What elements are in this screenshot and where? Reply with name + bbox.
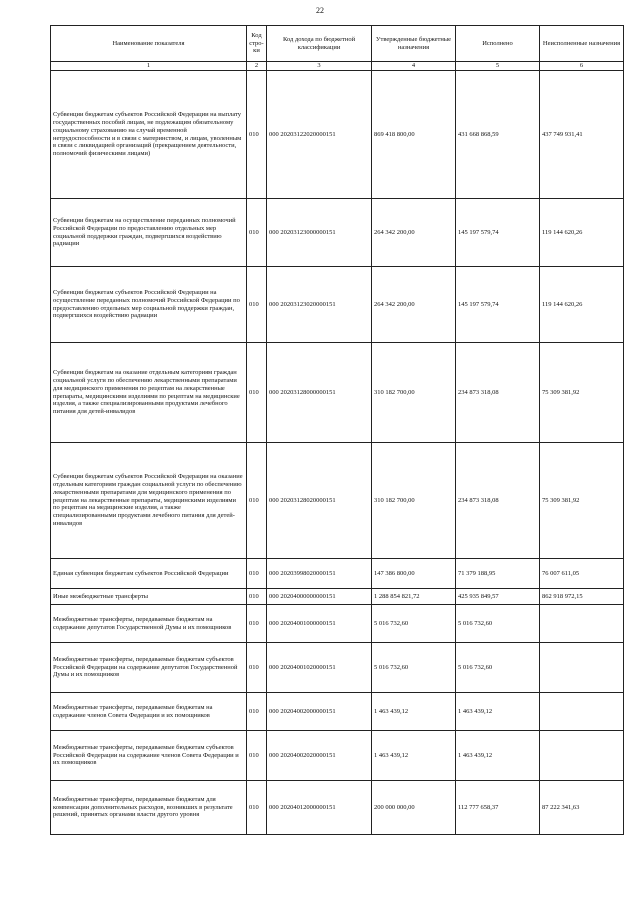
indicator-name: Межбюджетные трансферты, передаваемые бюджетам субъектов Российской Федерации на содержание депутатов Государственной Думы и их помощников (51, 643, 247, 693)
table-row (51, 559, 624, 589)
approved-amount: 264 342 200,00 (372, 199, 456, 267)
line-code: 010 (247, 71, 267, 199)
approved-amount: 264 342 200,00 (372, 267, 456, 343)
line-code: 010 (247, 267, 267, 343)
budget-code: 000 20203122020000151 (267, 71, 372, 199)
indicator-name: Межбюджетные трансферты, передаваемые бюджетам для компенсации дополнительных расходов, возникших в результате решений, принятых органами власти другого уровня (51, 781, 247, 835)
line-code: 010 (247, 605, 267, 643)
budget-code: 000 20203998020000151 (267, 559, 372, 589)
column-header-executed: Исполнено (456, 26, 540, 62)
line-code: 010 (247, 731, 267, 781)
budget-code: 000 20204001000000151 (267, 605, 372, 643)
column-number: 1 (51, 62, 247, 71)
unexecuted-amount: 862 918 972,15 (540, 589, 624, 605)
column-number: 6 (540, 62, 624, 71)
unexecuted-amount: 437 749 931,41 (540, 71, 624, 199)
indicator-name: Межбюджетные трансферты, передаваемые бюджетам на содержание членов Совета Федерации и их помощников (51, 693, 247, 731)
header-row (51, 26, 624, 62)
line-code: 010 (247, 559, 267, 589)
table-row (51, 781, 624, 835)
table-row (51, 199, 624, 267)
indicator-name: Единая субвенция бюджетам субъектов Российской Федерации (51, 559, 247, 589)
executed-amount: 431 668 868,59 (456, 71, 540, 199)
indicator-name: Межбюджетные трансферты, передаваемые бюджетам субъектов Российской Федерации на содержание членов Совета Федерации и их помощников (51, 731, 247, 781)
indicator-name: Субвенции бюджетам субъектов Российской Федерации на оказание отдельным категориям граждан социальной услуги по обеспечению лекарственными препаратами для медицинского применения по рецептам на лекарственные препараты, медицинскими изделиями по рецептам на медицинские изделия, а также специализированными продуктами лечебного питания для детей-инвалидов (51, 443, 247, 559)
table-row (51, 343, 624, 443)
budget-code: 000 20203123020000151 (267, 267, 372, 343)
column-number-row (51, 62, 624, 71)
unexecuted-amount (540, 731, 624, 781)
budget-code: 000 20204002000000151 (267, 693, 372, 731)
column-number: 3 (267, 62, 372, 71)
line-code: 010 (247, 589, 267, 605)
budget-code: 000 20203128020000151 (267, 443, 372, 559)
executed-amount: 145 197 579,74 (456, 199, 540, 267)
approved-amount: 147 386 800,00 (372, 559, 456, 589)
column-header-approved: Утвержденные бюджетные назначения (372, 26, 456, 62)
executed-amount: 5 016 732,60 (456, 605, 540, 643)
approved-amount: 5 016 732,60 (372, 643, 456, 693)
unexecuted-amount: 119 144 620,26 (540, 267, 624, 343)
indicator-name: Субвенции бюджетам субъектов Российской Федерации на выплату государственных пособий лицам, не подлежащим обязательному социальному страхованию на случай временной нетрудоспособности и в связи с материнством, и лицам, уволенным в связи с ликвидацией организаций (прекращением деятельности, полномочий физическими лицами) (51, 71, 247, 199)
table-row (51, 693, 624, 731)
table-row (51, 731, 624, 781)
table-row (51, 443, 624, 559)
indicator-name: Субвенции бюджетам субъектов Российской Федерации на осуществление переданных полномочий Российской Федерации по предоставлению отдельных мер социальной поддержки граждан, подвергшихся воздействию радиации (51, 267, 247, 343)
executed-amount: 1 463 439,12 (456, 693, 540, 731)
executed-amount: 234 873 318,08 (456, 343, 540, 443)
indicator-name: Межбюджетные трансферты, передаваемые бюджетам на содержание депутатов Государственной Думы и их помощников (51, 605, 247, 643)
approved-amount: 869 418 800,00 (372, 71, 456, 199)
line-code: 010 (247, 199, 267, 267)
approved-amount: 5 016 732,60 (372, 605, 456, 643)
approved-amount: 310 182 700,00 (372, 343, 456, 443)
indicator-name: Субвенции бюджетам на оказание отдельным категориям граждан социальной услуги по обеспечению лекарственными препаратами для медицинского применения по рецептам на лекарственные препараты, медицинскими изделиями по рецептам на медицинские изделия, а также специализированными продуктами лечебного питания для детей-инвалидов (51, 343, 247, 443)
budget-code: 000 20204001020000151 (267, 643, 372, 693)
line-code: 010 (247, 643, 267, 693)
executed-amount: 425 935 849,57 (456, 589, 540, 605)
unexecuted-amount: 87 222 341,63 (540, 781, 624, 835)
approved-amount: 200 000 000,00 (372, 781, 456, 835)
unexecuted-amount (540, 605, 624, 643)
table-row (51, 71, 624, 199)
column-header-name: Наименование показателя (51, 26, 247, 62)
page-number: 22 (316, 6, 324, 15)
column-header-budget-code: Код дохода по бюджетной классификации (267, 26, 372, 62)
table-row (51, 267, 624, 343)
budget-code: 000 20204012000000151 (267, 781, 372, 835)
executed-amount: 71 379 188,95 (456, 559, 540, 589)
column-number: 2 (247, 62, 267, 71)
column-number: 5 (456, 62, 540, 71)
indicator-name: Иные межбюджетные трансферты (51, 589, 247, 605)
line-code: 010 (247, 693, 267, 731)
unexecuted-amount: 119 144 620,26 (540, 199, 624, 267)
executed-amount: 1 463 439,12 (456, 731, 540, 781)
column-header-unexecuted: Неисполненные назначения (540, 26, 624, 62)
budget-code: 000 20203123000000151 (267, 199, 372, 267)
approved-amount: 1 463 439,12 (372, 731, 456, 781)
unexecuted-amount (540, 693, 624, 731)
column-header-line-code: Код стро- ки (247, 26, 267, 62)
executed-amount: 112 777 658,37 (456, 781, 540, 835)
table-row (51, 589, 624, 605)
table-row (51, 605, 624, 643)
approved-amount: 1 288 854 821,72 (372, 589, 456, 605)
executed-amount: 145 197 579,74 (456, 267, 540, 343)
budget-execution-table (50, 25, 624, 835)
executed-amount: 234 873 318,08 (456, 443, 540, 559)
approved-amount: 310 182 700,00 (372, 443, 456, 559)
unexecuted-amount (540, 643, 624, 693)
unexecuted-amount: 76 007 611,05 (540, 559, 624, 589)
unexecuted-amount: 75 309 381,92 (540, 343, 624, 443)
line-code: 010 (247, 443, 267, 559)
budget-code: 000 20204000000000151 (267, 589, 372, 605)
executed-amount: 5 016 732,60 (456, 643, 540, 693)
budget-code: 000 20203128000000151 (267, 343, 372, 443)
line-code: 010 (247, 781, 267, 835)
unexecuted-amount: 75 309 381,92 (540, 443, 624, 559)
budget-code: 000 20204002020000151 (267, 731, 372, 781)
indicator-name: Субвенции бюджетам на осуществление переданных полномочий Российской Федерации по предоставлению отдельных мер социальной поддержки граждан, подвергшихся воздействию радиации (51, 199, 247, 267)
approved-amount: 1 463 439,12 (372, 693, 456, 731)
line-code: 010 (247, 343, 267, 443)
table-row (51, 643, 624, 693)
column-number: 4 (372, 62, 456, 71)
